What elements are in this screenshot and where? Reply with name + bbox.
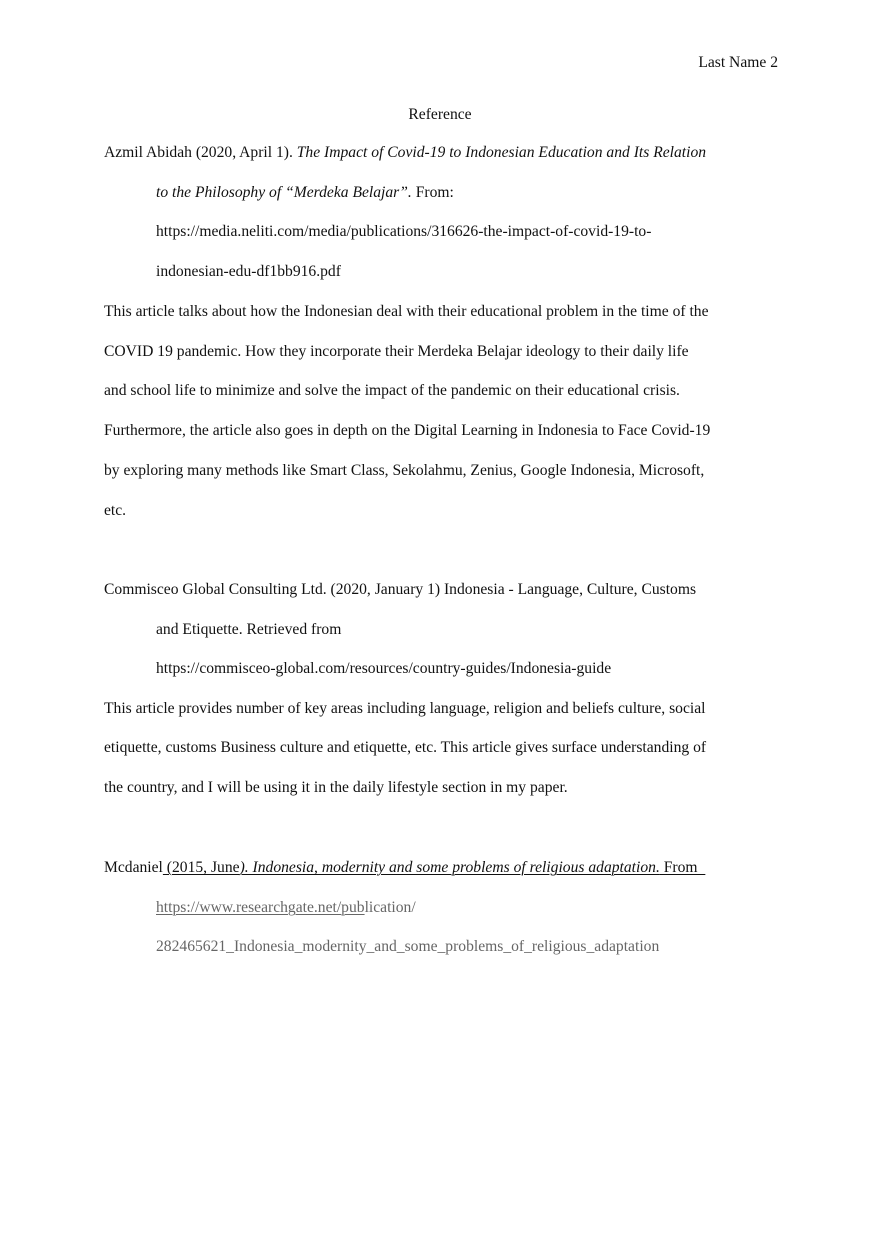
ref1-annotation-line: Furthermore, the article also goes in depth on the Digital Learning in Indonesia to Face Covid-19	[104, 422, 711, 439]
ref3-line1	[104, 857, 705, 879]
ref2-annotation-line: This article provides number of key areas including language, religion and beliefs culture, social	[104, 700, 706, 717]
ref3-author: Mcdaniel	[104, 859, 163, 876]
ref2-annotation-line: the country, and I will be using it in the daily lifestyle section in my paper.	[104, 779, 568, 796]
ref1-author-date: Azmil Abidah (2020, April 1).	[104, 144, 297, 161]
ref3-title: ). Indonesia, modernity and some problems of religious adaptation.	[239, 859, 660, 876]
ref1-title-part1: The Impact of Covid-19 to Indonesian Education and Its Relation	[296, 144, 707, 161]
ref2-annotation-line: etiquette, customs Business culture and etiquette, etc. This article gives surface understanding of	[104, 739, 707, 756]
ref3-date: (2015, June	[162, 859, 240, 876]
ref1-annotation-line: COVID 19 pandemic. How they incorporate their Merdeka Belajar ideology to their daily life	[104, 343, 689, 360]
ref1-line2	[156, 182, 454, 204]
ref3-url-line2: 282465621_Indonesia_modernity_and_some_problems_of_religious_adaptation	[156, 938, 660, 955]
ref1-from: From:	[411, 184, 454, 201]
ref1-line1	[104, 142, 706, 164]
ref3-url-line1	[156, 897, 416, 919]
ref3-from: From	[659, 859, 706, 876]
ref1-annotation-line: etc.	[104, 502, 127, 519]
ref1-annotation-line: This article talks about how the Indonesian deal with their educational problem in the time of the	[104, 303, 709, 320]
page-title: Reference	[408, 106, 472, 123]
ref1-url-line1: https://media.neliti.com/media/publications/316626-the-impact-of-covid-19-to-	[156, 223, 652, 240]
ref3-url-link[interactable]: https://www.researchgate.net/pub	[156, 899, 365, 916]
ref2-line2: and Etiquette. Retrieved from	[156, 621, 342, 638]
ref1-url-line2: indonesian-edu-df1bb916.pdf	[156, 263, 341, 280]
ref2-line1: Commisceo Global Consulting Ltd. (2020, January 1) Indonesia - Language, Culture, Customs	[104, 581, 697, 598]
ref3-url-rest: lication/	[364, 899, 416, 916]
ref1-annotation-line: by exploring many methods like Smart Class, Sekolahmu, Zenius, Google Indonesia, Microsoft,	[104, 462, 705, 479]
ref1-title-part2: to the Philosophy of “Merdeka Belajar”.	[156, 184, 412, 201]
ref1-annotation-line: and school life to minimize and solve the impact of the pandemic on their educational crisis.	[104, 382, 680, 399]
running-head: Last Name 2	[698, 54, 778, 71]
ref2-url: https://commisceo-global.com/resources/country-guides/Indonesia-guide	[156, 660, 612, 677]
